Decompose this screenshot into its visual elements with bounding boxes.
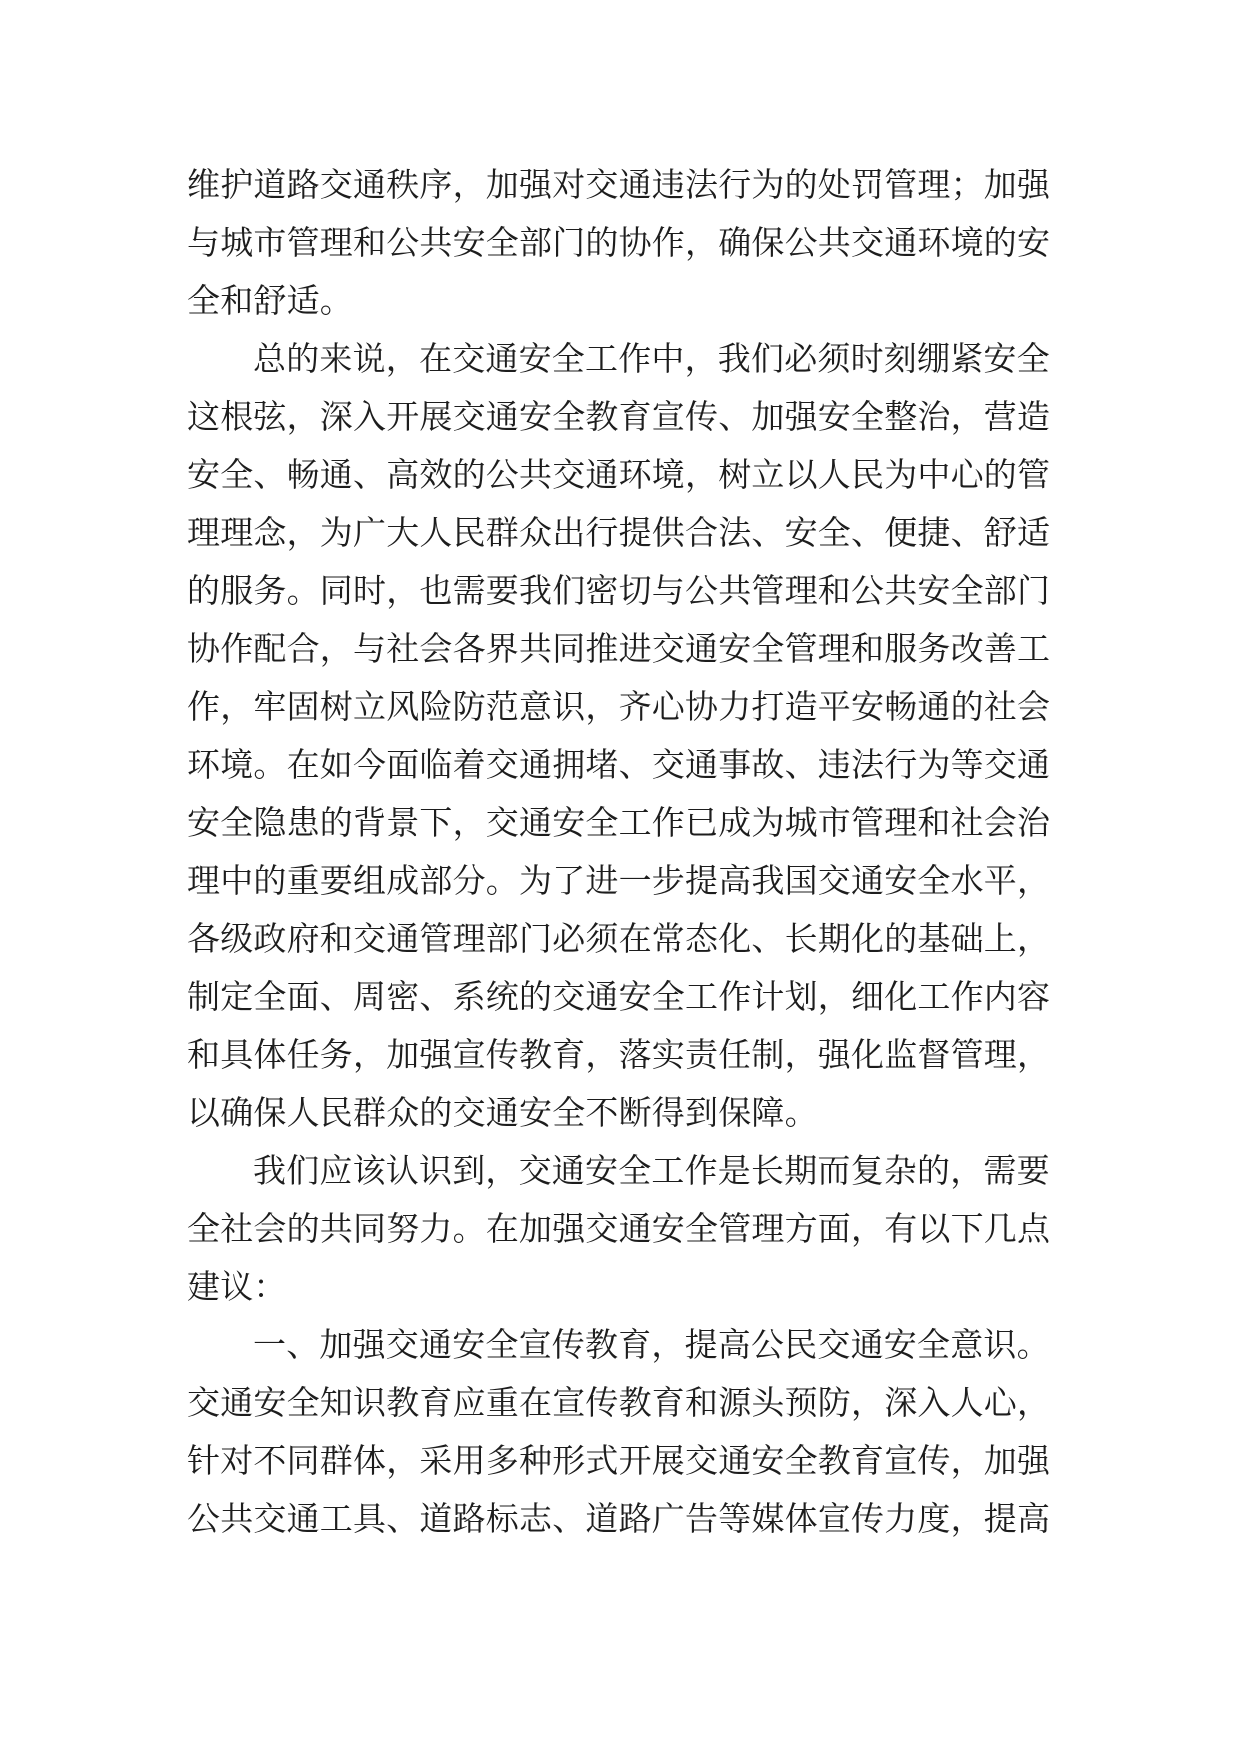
text-line: 各级政府和交通管理部门必须在常态化、长期化的基础上， [187, 922, 1051, 958]
paragraph [187, 1317, 1049, 1549]
text-line: 与城市管理和公共安全部门的协作，确保公共交通环境的安 [187, 226, 1051, 262]
text-line: 针对不同群体，采用多种形式开展交通安全教育宣传，加强 [187, 1444, 1051, 1480]
text-line: 理中的重要组成部分。为了进一步提高我国交通安全水平， [187, 864, 1051, 900]
text-line: 总的来说，在交通安全工作中，我们必须时刻绷紧安全 [253, 342, 1050, 378]
text-line: 建议： [187, 1270, 287, 1306]
text-line: 我们应该认识到，交通安全工作是长期而复杂的，需要 [253, 1154, 1050, 1190]
text-line: 作，牢固树立风险防范意识，齐心协力打造平安畅通的社会 [187, 690, 1051, 726]
paragraph [187, 1143, 1049, 1317]
text-line: 以确保人民群众的交通安全不断得到保障。 [187, 1096, 818, 1132]
text-line: 安全隐患的背景下，交通安全工作已成为城市管理和社会治 [187, 806, 1051, 842]
text-line: 公共交通工具、道路标志、道路广告等媒体宣传力度，提高 [187, 1502, 1051, 1538]
text-line: 和具体任务，加强宣传教育，落实责任制，强化监督管理， [187, 1038, 1051, 1074]
text-line: 环境。在如今面临着交通拥堵、交通事故、违法行为等交通 [187, 748, 1051, 784]
text-line: 制定全面、周密、系统的交通安全工作计划，细化工作内容 [187, 980, 1051, 1016]
text-line: 维护道路交通秩序，加强对交通违法行为的处罚管理；加强 [187, 168, 1051, 204]
text-line: 全和舒适。 [187, 284, 353, 320]
document-text-block [187, 157, 1049, 1549]
text-line: 的服务。同时，也需要我们密切与公共管理和公共安全部门 [187, 574, 1051, 610]
paragraph [187, 157, 1049, 331]
text-line: 这根弦，深入开展交通安全教育宣传、加强安全整治，营造 [187, 400, 1051, 436]
text-line: 理理念，为广大人民群众出行提供合法、安全、便捷、舒适 [187, 516, 1051, 552]
text-line: 一、加强交通安全宣传教育，提高公民交通安全意识。 [253, 1328, 1050, 1364]
text-line: 交通安全知识教育应重在宣传教育和源头预防，深入人心， [187, 1386, 1051, 1422]
text-line: 安全、畅通、高效的公共交通环境，树立以人民为中心的管 [187, 458, 1051, 494]
paragraph [187, 331, 1049, 1143]
text-line: 协作配合，与社会各界共同推进交通安全管理和服务改善工 [187, 632, 1051, 668]
text-line: 全社会的共同努力。在加强交通安全管理方面，有以下几点 [187, 1212, 1051, 1248]
